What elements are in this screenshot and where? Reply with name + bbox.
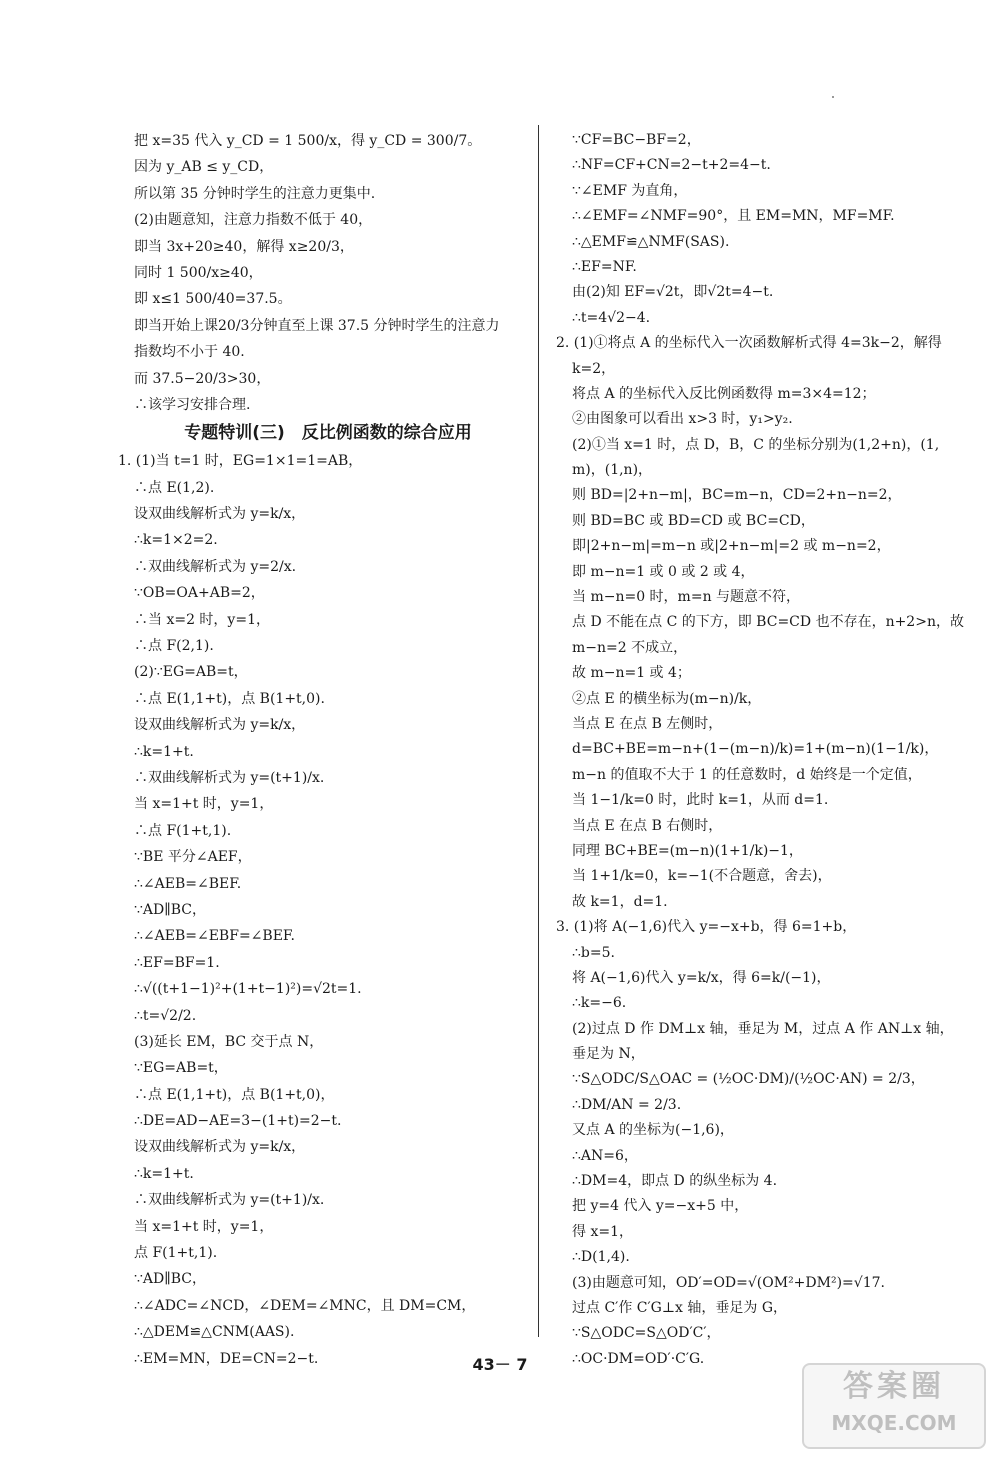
- text-line: ∴k=−6.: [572, 995, 627, 1012]
- text-line: ∴t=4√2−4.: [572, 309, 651, 326]
- text-line: 把 x=35 代入 y_CD = 1 500/x，得 y_CD = 300/7。: [134, 133, 482, 149]
- text-line: 而 37.5−20/3>30，: [134, 370, 271, 387]
- text-line: ∴点 E(1,1+t)，点 B(1+t,0).: [134, 690, 325, 707]
- text-line: ∴EF=BF=1.: [134, 954, 220, 971]
- text-line: 即 m−n=1 或 0 或 2 或 4，: [572, 563, 755, 580]
- text-line: 当点 E 在点 B 右侧时，: [572, 817, 723, 834]
- text-line: ∴∠ADC=∠NCD，∠DEM=∠MNC，且 DM=CM，: [134, 1297, 476, 1314]
- text-line: 点 D 不能在点 C 的下方，即 BC=CD 也不存在，n+2>n，故: [572, 614, 964, 631]
- text-line: d=BC+BE=m−n+(1−(m−n)/k)=1+(m−n)(1−1/k)，: [572, 741, 939, 758]
- text-line: 同时 1 500/x≥40，: [134, 264, 263, 281]
- text-line: (2)由题意知，注意力指数不低于 40，: [134, 212, 373, 229]
- watermark-logo-text: 答案圈: [843, 1369, 945, 1404]
- text-line: m)，(1,n)，: [572, 462, 653, 479]
- text-line: m−n=2 不成立，: [572, 639, 688, 656]
- text-line: 当 1+1/k=0，k=−1(不合题意，舍去)，: [572, 868, 832, 885]
- text-line: ∵∠EMF 为直角，: [572, 182, 688, 199]
- text-line: ∴√((t+1−1)²+(1+t−1)²)=√2t=1.: [134, 981, 362, 998]
- text-line: ∴k=1+t.: [134, 743, 194, 760]
- text-line: ∴双曲线解析式为 y=2/x.: [134, 558, 297, 575]
- text-line: 设双曲线解析式为 y=k/x，: [134, 506, 306, 523]
- text-line: ∴双曲线解析式为 y=(t+1)/x.: [134, 1192, 325, 1209]
- text-line: ∵BE 平分∠AEF，: [134, 849, 252, 866]
- section-heading: 专题特训(三) 反比例函数的综合应用: [184, 423, 472, 444]
- text-line: m−n 的值取不大于 1 的任意数时，d 始终是一个定值，: [572, 766, 922, 783]
- text-line: 当点 E 在点 B 左侧时，: [572, 715, 723, 732]
- text-line: ∴DM/AN = 2/3.: [572, 1096, 682, 1113]
- text-line: ∴b=5.: [572, 944, 615, 961]
- text-line: ∴∠AEB=∠BEF.: [134, 875, 242, 892]
- text-line: 设双曲线解析式为 y=k/x，: [134, 1139, 306, 1156]
- text-line: (3)由题意可知，OD′=OD=√(OM²+DM²)=√17.: [572, 1274, 885, 1291]
- text-line: ∴点 E(1,1+t)，点 B(1+t,0)，: [134, 1086, 335, 1103]
- text-line: 当 1−1/k=0 时，此时 k=1，从而 d=1.: [572, 792, 829, 809]
- text-line: ∵CF=BC−BF=2，: [572, 132, 701, 148]
- text-line: 即当开始上课20/3分钟直至上课 37.5 分钟时学生的注意力: [134, 317, 500, 334]
- text-line: ∵AD∥BC，: [134, 901, 206, 918]
- text-line: 由(2)知 EF=√2t，即√2t=4−t.: [572, 284, 774, 301]
- text-line: 指数均不小于 40.: [134, 344, 245, 361]
- text-line: ∴△EMF≌△NMF(SAS).: [572, 233, 730, 250]
- text-line: ∵EG=AB=t，: [134, 1060, 228, 1077]
- text-line: ∴AN=6，: [572, 1147, 638, 1164]
- text-line: ∴△DEM≌△CNM(AAS).: [134, 1324, 295, 1341]
- text-line: 将点 A 的坐标代入反比例函数得 m=3×4=12；: [572, 385, 876, 402]
- text-line: 所以第 35 分钟时学生的注意力更集中.: [134, 185, 376, 202]
- text-line: 故 m−n=1 或 4；: [572, 665, 691, 682]
- text-line: ∴t=√2/2.: [134, 1007, 197, 1024]
- text-line: ∴k=1+t.: [134, 1165, 194, 1182]
- text-line: 1. (1)当 t=1 时，EG=1×1=1=AB，: [118, 453, 363, 470]
- text-line: (2)过点 D 作 DM⊥x 轴，垂足为 M，过点 A 作 AN⊥x 轴，: [572, 1020, 954, 1037]
- text-line: 设双曲线解析式为 y=k/x，: [134, 717, 306, 734]
- text-line: ∴点 F(2,1).: [134, 638, 214, 655]
- text-line: ∵S△ODC/S△OAC = (½OC·DM)/(½OC·AN) = 2/3，: [572, 1071, 925, 1088]
- text-line: ∴OC·DM=OD′·C′G.: [572, 1350, 705, 1367]
- text-line: ∴当 x=2 时，y=1，: [134, 611, 270, 628]
- text-line: ∴DM=4，即点 D 的纵坐标为 4.: [572, 1173, 778, 1190]
- text-line: (2)∵EG=AB=t，: [134, 664, 248, 681]
- watermark-site-text: MXQE.COM: [831, 1411, 957, 1435]
- watermark-logo: [802, 1363, 986, 1449]
- text-line: k=2，: [572, 360, 616, 377]
- page-number: 43－ 7: [472, 1355, 528, 1374]
- text-line: 3. (1)将 A(−1,6)代入 y=−x+b，得 6=1+b，: [556, 919, 857, 936]
- text-line: 将 A(−1,6)代入 y=k/x，得 6=k/(−1)，: [572, 969, 831, 986]
- text-line: 即 x≤1 500/40=37.5。: [134, 291, 292, 308]
- text-line: 同理 BC+BE=(m−n)(1+1/k)−1，: [572, 842, 803, 859]
- text-line: ②点 E 的横坐标为(m−n)/k，: [572, 690, 762, 707]
- text-line: 当 x=1+t 时，y=1，: [134, 796, 274, 813]
- text-line: 故 k=1，d=1.: [572, 893, 668, 910]
- text-line: 即|2+n−m|=m−n 或|2+n−m|=2 或 m−n=2，: [572, 538, 891, 555]
- text-line: 过点 C′作 C′G⊥x 轴，垂足为 G，: [572, 1299, 788, 1316]
- text-line: 点 F(1+t,1).: [134, 1245, 218, 1262]
- text-line: 2. (1)①将点 A 的坐标代入一次函数解析式得 4=3k−2，解得: [556, 335, 942, 352]
- text-line: 则 BD=|2+n−m|，BC=m−n，CD=2+n−n=2，: [572, 487, 902, 504]
- text-line: ∵S△ODC=S△OD′C′，: [572, 1325, 721, 1342]
- text-line: ∵OB=OA+AB=2，: [134, 585, 265, 602]
- text-line: 又点 A 的坐标为(−1,6)，: [572, 1122, 734, 1139]
- text-line: 即当 3x+20≥40，解得 x≥20/3，: [134, 238, 354, 255]
- text-line: ∴点 F(1+t,1).: [134, 822, 232, 839]
- left-column: [118, 128, 528, 1372]
- scan-speck: [832, 96, 834, 98]
- text-line: ∴双曲线解析式为 y=(t+1)/x.: [134, 769, 325, 786]
- text-line: 垂足为 N，: [572, 1046, 645, 1063]
- column-divider: [538, 125, 539, 1337]
- right-column: [556, 128, 976, 1372]
- text-line: 因为 y_AB ≤ y_CD，: [134, 159, 274, 176]
- text-line: ∴点 E(1,2).: [134, 479, 215, 496]
- text-line: ∴NF=CF+CN=2−t+2=4−t.: [572, 157, 771, 174]
- text-line: ∴EM=MN，DE=CN=2−t.: [134, 1350, 319, 1367]
- text-line: ∴DE=AD−AE=3−(1+t)=2−t.: [134, 1113, 342, 1130]
- text-line: ∴该学习安排合理.: [134, 396, 251, 413]
- text-line: 把 y=4 代入 y=−x+5 中，: [572, 1198, 749, 1215]
- text-line: ∴EF=NF.: [572, 258, 637, 275]
- text-line: 得 x=1，: [572, 1223, 633, 1240]
- text-line: ∴∠EMF=∠NMF=90°，且 EM=MN，MF=MF.: [572, 208, 895, 225]
- text-line: (2)①当 x=1 时，点 D，B，C 的坐标分别为(1,2+n)，(1,: [572, 436, 940, 453]
- text-line: ∴k=1×2=2.: [134, 532, 218, 549]
- text-line: ∴∠AEB=∠EBF=∠BEF.: [134, 928, 295, 945]
- text-line: ∴D(1,4).: [572, 1249, 630, 1266]
- text-line: 当 m−n=0 时，m=n 与题意不符，: [572, 589, 801, 606]
- text-line: (3)延长 EM，BC 交于点 N，: [134, 1033, 324, 1050]
- text-line: 当 x=1+t 时，y=1，: [134, 1218, 274, 1235]
- text-line: 则 BD=BC 或 BD=CD 或 BC=CD，: [572, 512, 815, 529]
- text-line: ②由图象可以看出 x>3 时，y₁>y₂.: [572, 411, 793, 428]
- text-line: ∵AD∥BC，: [134, 1271, 206, 1288]
